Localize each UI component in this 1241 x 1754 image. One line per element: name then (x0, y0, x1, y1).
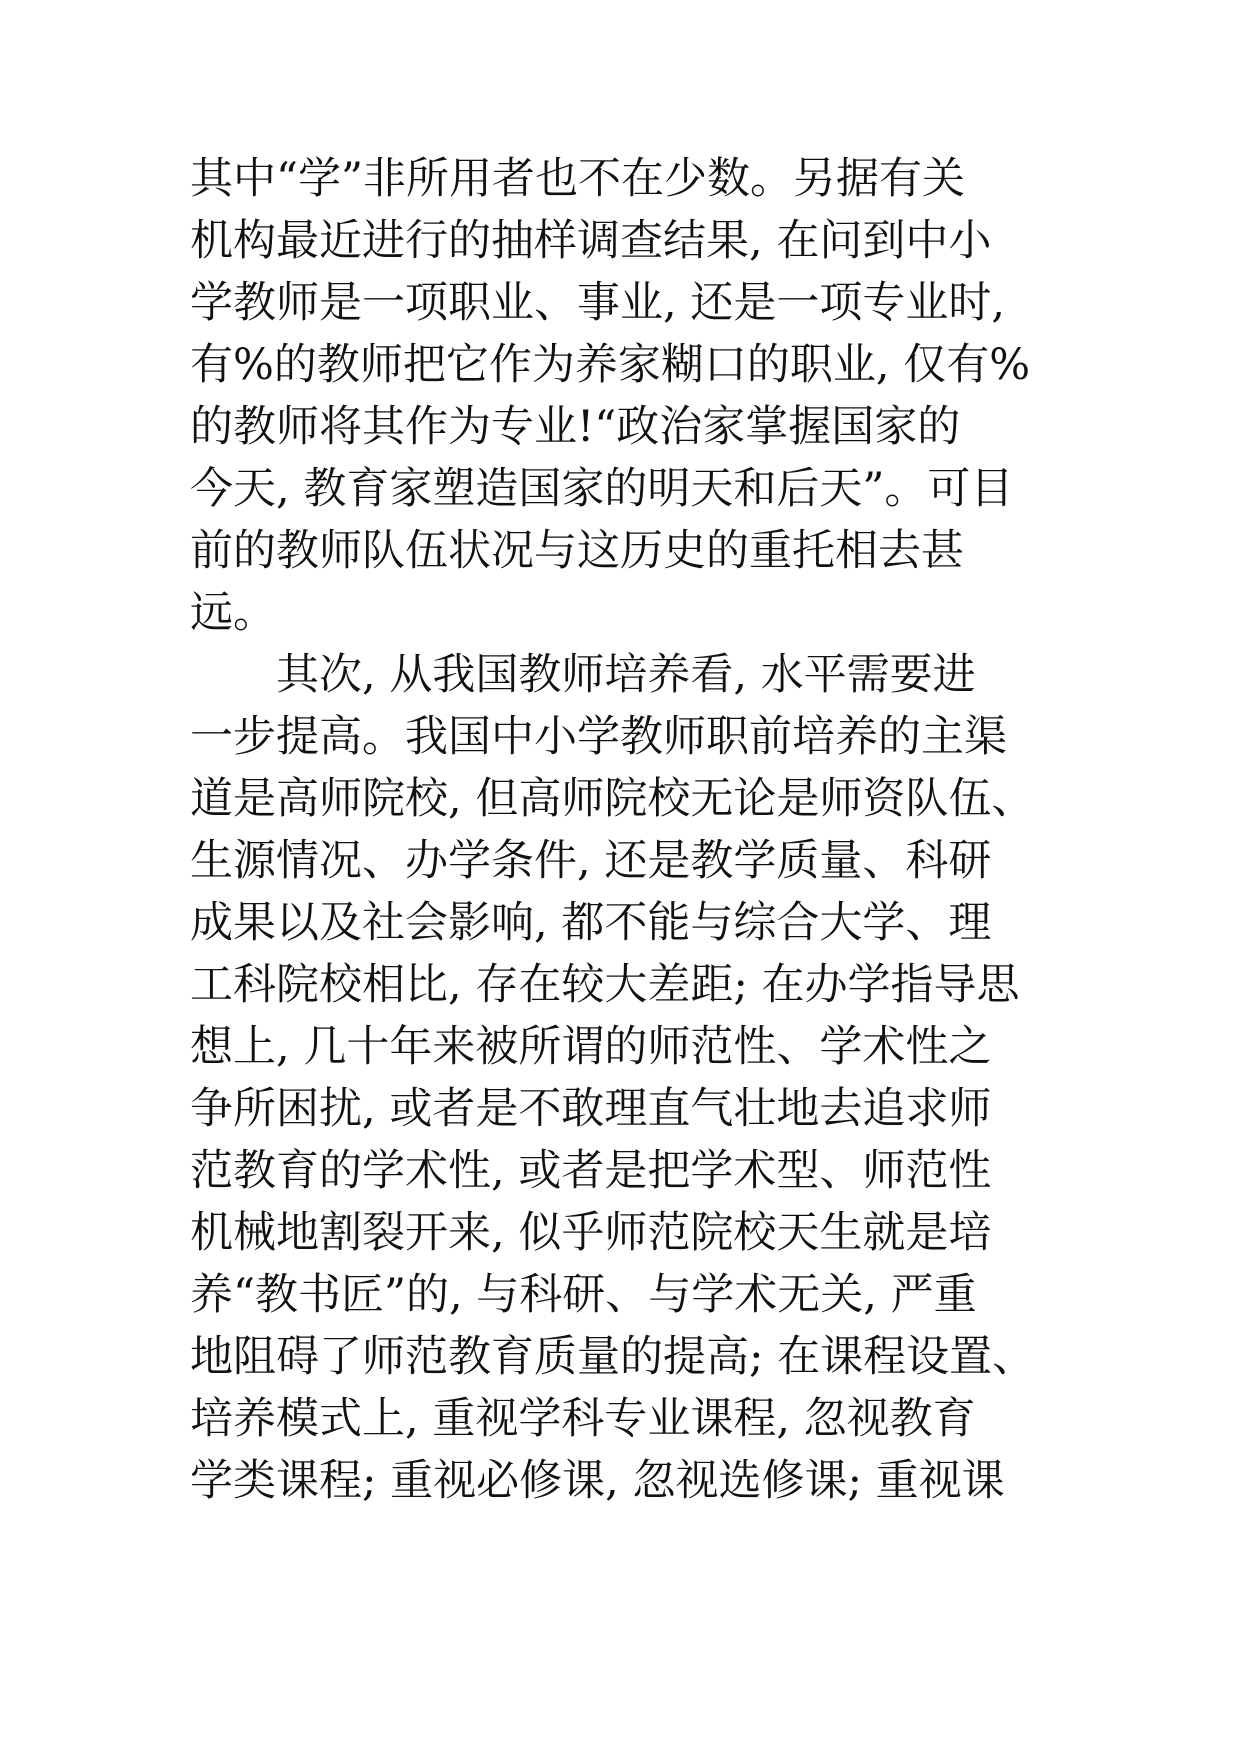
text-line: 前的教师队伍状况与这历史的重托相去甚 (190, 526, 964, 576)
text-line: 今天, 教育家塑造国家的明天和后天”。可目 (190, 464, 1014, 514)
text-line: 学教师是一项职业、事业, 还是一项专业时, (190, 278, 1006, 328)
text-line: 生源情况、办学条件, 还是教学质量、科研 (190, 836, 992, 886)
text-line: 争所困扰, 或者是不敢理直气壮地去追求师 (190, 1084, 992, 1134)
text-line: 的教师将其作为专业!“政治家掌握国家的 (190, 402, 961, 452)
text-line: 成果以及社会影响, 都不能与综合大学、理 (190, 898, 992, 948)
text-line: 工科院校相比, 存在较大差距; 在办学指导思 (190, 960, 1020, 1010)
text-line: 地阻碍了师范教育质量的提高; 在课程设置、 (190, 1332, 1036, 1382)
paragraph-start-line: 其次, 从我国教师培养看, 水平需要进 (276, 650, 976, 700)
text-line: 机械地割裂开来, 似乎师范院校天生就是培 (190, 1208, 992, 1258)
text-line: 远。 (190, 588, 276, 638)
body-text (190, 148, 1090, 1512)
text-line: 学类课程; 重视必修课, 忽视选修课; 重视课 (190, 1456, 1005, 1506)
text-line: 有%的教师把它作为养家糊口的职业, 仅有% (190, 340, 1031, 390)
text-line: 培养模式上, 重视学科专业课程, 忽视教育 (190, 1394, 976, 1444)
text-line: 范教育的学术性, 或者是把学术型、师范性 (190, 1146, 992, 1196)
text-line: 一步提高。我国中小学教师职前培养的主渠 (190, 712, 1007, 762)
text-line: 道是高师院校, 但高师院校无论是师资队伍、 (190, 774, 1035, 824)
text-line: 其中“学”非所用者也不在少数。另据有关 (190, 154, 965, 204)
text-line: 养“教书匠”的, 与科研、与学术无关, 严重 (190, 1270, 977, 1320)
text-line: 机构最近进行的抽样调查结果, 在问到中小 (190, 216, 992, 266)
text-line: 想上, 几十年来被所谓的师范性、学术性之 (190, 1022, 992, 1072)
